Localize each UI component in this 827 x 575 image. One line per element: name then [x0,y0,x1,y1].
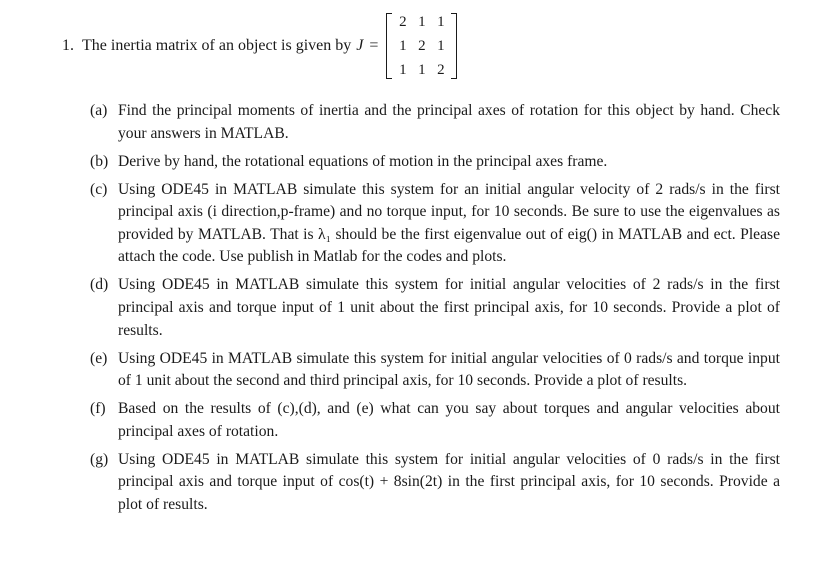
matrix-cell: 1 [437,14,445,30]
subquestion-text: Using ODE45 in MATLAB simulate this system for an initial angular velocity of 2 rads/s in the first principal axis (i direction,p-frame) and no torque input, for 10 seconds. Be sure to use the eigenvalues as provided by MATLAB. That is λ₁ should be the first eigenvalue out of eig() in MATLAB and ect. Please attach the code. Use publish in Matlab for the codes and plots. [118,180,780,266]
matrix-row [393,58,450,82]
problem-lead-text: The inertia matrix of an object is given by [82,37,352,54]
subquestion-label: (b) [90,152,109,170]
subquestion-text: Using ODE45 in MATLAB simulate this system for initial angular velocities of 2 rads/s in the first principal axis and torque input of 1 unit about the first principal axis, for 10 seconds. Provide a plot of results. [118,276,780,339]
problem-number: 1. [62,37,74,54]
subquestion-a [90,100,780,145]
subquestion-label: (a) [90,102,108,119]
subquestion-text: Using ODE45 in MATLAB simulate this system for initial angular velocities of 0 rads/s and torque input of 1 unit about the second and third principal axis, for 10 seconds. Provide a plot of results. [118,349,780,390]
problem-statement [62,8,457,84]
subquestion-text: Derive by hand, the rotational equations of motion in the principal axes frame. [118,152,608,170]
subquestion-d [90,274,780,342]
matrix-row [393,10,450,34]
matrix-cell: 2 [437,62,445,78]
subquestion-list [90,100,780,522]
subquestion-g [90,449,780,517]
subquestion-b [90,151,780,174]
subquestion-c [90,179,780,269]
subquestion-label: (d) [90,276,109,294]
subquestion-label: (g) [90,450,109,468]
subquestion-label: (c) [90,180,108,198]
matrix-row [393,34,450,58]
equals-sign: = [369,37,379,54]
subquestion-text: Using ODE45 in MATLAB simulate this system for initial angular velocities of 0 rads/s in the first principal axis and torque input of cos(t) + 8sin(2t) in the first principal axis, for 10 seconds. Provide a plot of results. [118,450,780,513]
subquestion-f [90,398,780,443]
subquestion-text: Based on the results of (c),(d), and (e) what can you say about torques and angular velocities about principal axes of rotation. [118,400,780,440]
subquestion-e [90,348,780,393]
matrix-cell: 2 [418,38,426,54]
subquestion-label: (f) [90,400,106,418]
matrix-symbol: J [356,37,364,54]
inertia-matrix [386,10,457,82]
matrix-cell: 1 [418,62,426,78]
matrix-cell: 1 [399,62,407,78]
matrix-cell: 1 [418,14,426,30]
subquestion-text: Find the principal moments of inertia and the principal axes of rotation for this object by hand. Check your answers in MATLAB. [118,102,780,142]
matrix-cell: 1 [437,38,445,54]
matrix-cell: 2 [399,14,407,30]
matrix-cell: 1 [399,38,407,54]
subquestion-label: (e) [90,349,108,367]
